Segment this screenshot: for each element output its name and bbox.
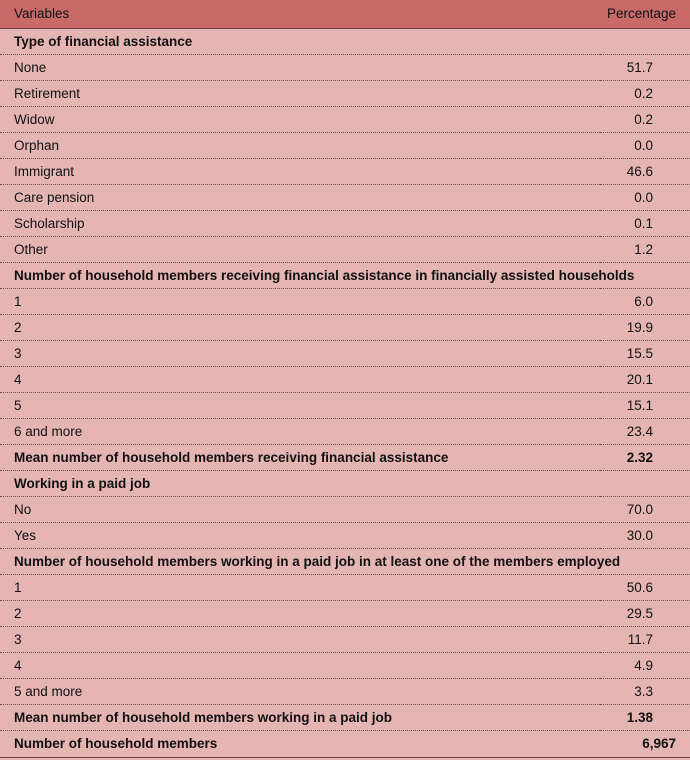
row-label: Scholarship: [0, 210, 600, 236]
row-value: 6.0: [600, 288, 690, 314]
row-label: Retirement: [0, 80, 600, 106]
table-row: [0, 340, 690, 366]
row-label: Yes: [0, 522, 600, 548]
table-row: [0, 418, 690, 444]
row-label: 5 and more: [0, 678, 600, 704]
table-row: [0, 678, 690, 704]
row-value: 46.6: [600, 158, 690, 184]
row-value: 15.5: [600, 340, 690, 366]
row-label: Immigrant: [0, 158, 600, 184]
row-value: 15.1: [600, 392, 690, 418]
row-label: None: [0, 54, 600, 80]
row-label: Number of household members working in a paid job in at least one of the members employed: [0, 548, 600, 574]
table-row: [0, 366, 690, 392]
row-value: 3.3: [600, 678, 690, 704]
section-row: [0, 548, 690, 574]
table-row: [0, 80, 690, 106]
row-value: 23.4: [600, 418, 690, 444]
percentage-column-header: Percentage: [600, 0, 690, 28]
row-value: 50.6: [600, 574, 690, 600]
row-label: Number of household members receiving financial assistance in financially assisted households: [0, 262, 600, 288]
section-row: [0, 704, 690, 730]
table-row: [0, 184, 690, 210]
row-value: 6,967: [600, 730, 690, 757]
table-row: [0, 236, 690, 262]
table-header: [0, 0, 690, 28]
row-label: 4: [0, 652, 600, 678]
row-label: 6 and more: [0, 418, 600, 444]
row-label: 2: [0, 314, 600, 340]
table-row: [0, 626, 690, 652]
table-row: [0, 132, 690, 158]
row-label: Working in a paid job: [0, 470, 600, 496]
section-row: [0, 730, 690, 757]
row-value: [600, 28, 690, 54]
row-value: 0.1: [600, 210, 690, 236]
table-row: [0, 314, 690, 340]
table-row: [0, 600, 690, 626]
row-value: 20.1: [600, 366, 690, 392]
row-value: 30.0: [600, 522, 690, 548]
row-label: No: [0, 496, 600, 522]
row-label: 1: [0, 288, 600, 314]
row-value: 0.2: [600, 80, 690, 106]
table-row: [0, 288, 690, 314]
table-row: [0, 522, 690, 548]
table-row: [0, 106, 690, 132]
table-row: [0, 652, 690, 678]
row-value: 1.2: [600, 236, 690, 262]
row-value: 19.9: [600, 314, 690, 340]
row-label: Orphan: [0, 132, 600, 158]
row-value: 1.38: [600, 704, 690, 730]
row-label: 3: [0, 340, 600, 366]
row-value: 11.7: [600, 626, 690, 652]
row-value: 0.0: [600, 132, 690, 158]
variables-column-header: Variables: [0, 0, 600, 28]
row-value: 70.0: [600, 496, 690, 522]
row-label: Number of household members: [0, 730, 600, 757]
row-value: 0.0: [600, 184, 690, 210]
row-label: 4: [0, 366, 600, 392]
row-value: 0.2: [600, 106, 690, 132]
row-value: [600, 470, 690, 496]
row-value: 4.9: [600, 652, 690, 678]
row-label: 5: [0, 392, 600, 418]
row-label: Mean number of household members receiving financial assistance: [0, 444, 600, 470]
row-label: 2: [0, 600, 600, 626]
row-value: 51.7: [600, 54, 690, 80]
table-row: [0, 158, 690, 184]
row-label: Other: [0, 236, 600, 262]
section-row: [0, 262, 690, 288]
table-row: [0, 392, 690, 418]
table-body: [0, 28, 690, 757]
row-label: 1: [0, 574, 600, 600]
section-row: [0, 444, 690, 470]
table-row: [0, 54, 690, 80]
section-row: [0, 28, 690, 54]
table-row: [0, 574, 690, 600]
section-row: [0, 470, 690, 496]
header-row: [0, 0, 690, 28]
row-label: Mean number of household members working in a paid job: [0, 704, 600, 730]
table-row: [0, 496, 690, 522]
row-label: 3: [0, 626, 600, 652]
row-label: Widow: [0, 106, 600, 132]
row-label: Care pension: [0, 184, 600, 210]
row-value: 2.32: [600, 444, 690, 470]
row-label: Type of financial assistance: [0, 28, 600, 54]
row-value: 29.5: [600, 600, 690, 626]
table-row: [0, 210, 690, 236]
